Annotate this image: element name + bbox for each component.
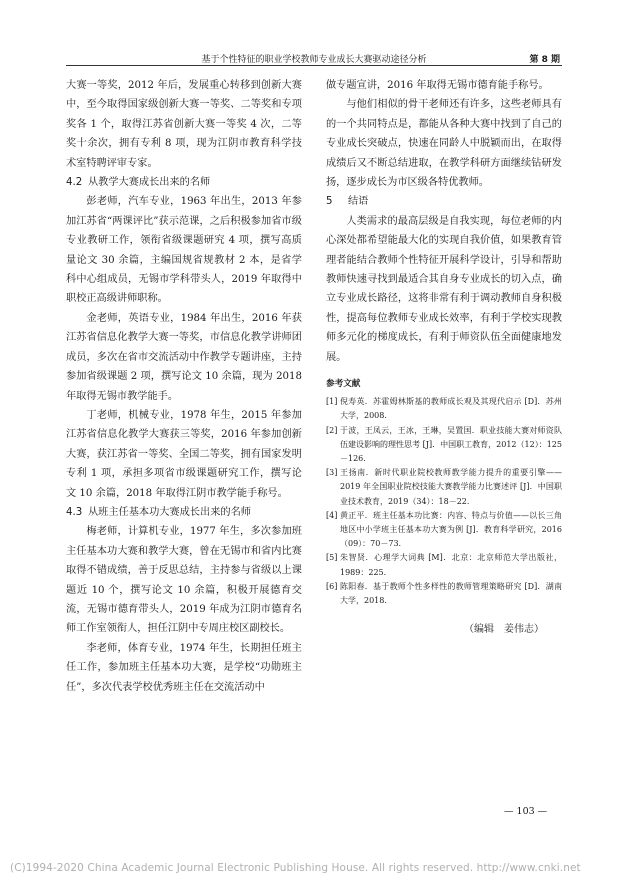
reference-index: [3] xyxy=(326,468,338,478)
section-title: 从班主任基本功大赛成长出来的名师 xyxy=(88,506,251,518)
right-column-body xyxy=(326,76,562,367)
reference-item xyxy=(326,509,562,552)
section-number: 5 xyxy=(326,196,333,208)
right-column xyxy=(326,76,562,640)
references-title: 参考文献 xyxy=(326,379,361,390)
body-paragraph: 丁老师，机械专业，1978 年生，2015 年参加江苏省信息化教学大赛获三等奖，2016 年参加创新大赛，获江苏省一等奖、全国二等奖，拥有国家发明专利 1 项，承担多项省市级课题研究工作，撰写论文 10 余篇，2018 年取得江阴市教学能手称号。 xyxy=(66,409,302,499)
body-paragraph: 做专题宣讲，2016 年取得无锡市德育能手称号。 xyxy=(326,80,549,91)
reference-index: [6] xyxy=(326,581,338,591)
body-paragraph: 彭老师，汽车专业，1963 年出生，2013 年参加江苏省“两课评比”获示范课，之后积极参加省市级专业教研工作，领衔省级课题研究 4 项，撰写高质量论文 30 余篇，主编国规省规教材 2 本，是省学科中心组成员，无锡市学科带头人，2019 年取得中职校正高级讲师职称。 xyxy=(66,196,302,305)
section-number: 4.3 xyxy=(66,506,83,518)
body-paragraph: 与他们相似的骨干老师还有许多，这些老师具有的一个共同特点是，都能从各种大赛中找到了自己的专业成长突破点，快速在同龄人中脱颖而出，在取得成绩后又不断总结进取，在教学科研方面继续钻研发扬，逐步成长为市区级各特优教师。 xyxy=(326,99,562,189)
copyright-watermark: (C)1994-2020 China Academic Journal Electronic Publishing House. All rights reserved. http://www.cnki.net xyxy=(10,862,581,874)
reference-item xyxy=(326,580,562,608)
section-number: 4.2 xyxy=(66,177,83,189)
header-rule xyxy=(66,65,562,66)
body-paragraph: 李老师，体育专业，1974 年生，长期担任班主任工作，参加班主任基本功大赛，是学校“功勋班主任”，多次代表学校优秀班主任在交流活动中 xyxy=(66,642,302,693)
reference-item xyxy=(326,395,562,423)
reference-item xyxy=(326,466,562,509)
running-title: 基于个性特征的职业学校教师专业成长大赛驱动途径分析 xyxy=(201,55,427,65)
reference-item xyxy=(326,424,562,467)
section-title: 结语 xyxy=(348,196,369,208)
section-title: 从教学大赛成长出来的名师 xyxy=(88,177,211,189)
reference-item xyxy=(326,551,562,579)
issue-number: 第 8 期 xyxy=(529,55,560,65)
reference-index: [2] xyxy=(326,425,338,435)
reference-text: 陈阳春．基于教师个性多样性的教师管理策略研究 [D]．湖南大学，2018. xyxy=(340,581,562,605)
section-heading xyxy=(66,173,302,192)
body-paragraph: 人类需求的最高层级是自我实现，每位老师的内心深处都希望能最大化的实现自我价值，如果教育管理者能结合教师个性特征开展科学设计，引导和帮助教师快速寻找到最适合其自身专业成长的切入点，确立专业成长路径，这将非常有利于调动教师自身积极性，提高每位教师专业成长效率，有利于学校实现教师多元化的梯度成长，有利于师资队伍全面健康地发展。 xyxy=(326,215,562,363)
body-paragraph: 梅老师，计算机专业，1977 年生，多次参加班主任基本功大赛和教学大赛，曾在无锡市和省内比赛取得不错成绩，善于反思总结，主持参与省级以上课题近 10 个，撰写论文 10 余篇，积极开展德育交流，无锡市德育带头人，2019 年成为江阴市德育名师工作室领衔人，担任江阴中专周庄校区副校长。 xyxy=(66,526,302,635)
body-paragraph: 大赛一等奖，2012 年后，发展重心转移到创新大赛中，至今取得国家级创新大赛一等奖、二等奖和专项奖各 1 个，取得江苏省创新大赛一等奖 4 次，二等奖十余次，拥有专利 8 项，现为江阴市教育科学技术室特聘评审专家。 xyxy=(66,80,302,169)
section-heading xyxy=(66,503,302,522)
reference-text: 黄正平．班主任基本功比赛：内容、特点与价值——以长三角地区中小学班主任基本功大赛为例 [J]．教育科学研究，2016（09）：70－73. xyxy=(340,510,562,549)
reference-text: 于波，王凤云，王冰，王琳，吴置国．职业技能大赛对师资队伍建设影响的理性思考 [J]．中国职工教育，2012（12）：125－126. xyxy=(340,425,562,463)
reference-text: 倪寿英．苏霍姆林斯基的教师成长观及其现代启示 [D]．苏州大学，2008. xyxy=(340,397,562,421)
editor-note: （编辑 姜伟志） xyxy=(464,624,544,636)
body-paragraph: 金老师，英语专业，1984 年出生，2016 年获江苏省信息化教学大赛一等奖，市信息化教学讲师团成员，多次在省市交流活动中作教学专题讲座，主持参加省级课题 2 项，撰写论文 10 余篇，现为 2018 年取得无锡市教学能手。 xyxy=(66,312,302,402)
references-list xyxy=(326,395,562,608)
reference-index: [4] xyxy=(326,510,338,520)
reference-index: [5] xyxy=(326,553,338,563)
reference-text: 朱智贤．心理学大词典 [M]．北京：北京师范大学出版社，1989：225. xyxy=(340,553,562,577)
left-column xyxy=(66,76,302,697)
reference-index: [1] xyxy=(326,397,338,407)
section-heading xyxy=(326,192,562,211)
running-header xyxy=(66,48,562,66)
page-number: — 103 — xyxy=(504,806,548,817)
reference-text: 王扬南．新时代职业院校教师教学能力提升的重要引擎——2019 年全国职业院校技能大赛教学能力比赛述评 [J]．中国职业技术教育，2019（34）：18－22. xyxy=(340,468,562,506)
